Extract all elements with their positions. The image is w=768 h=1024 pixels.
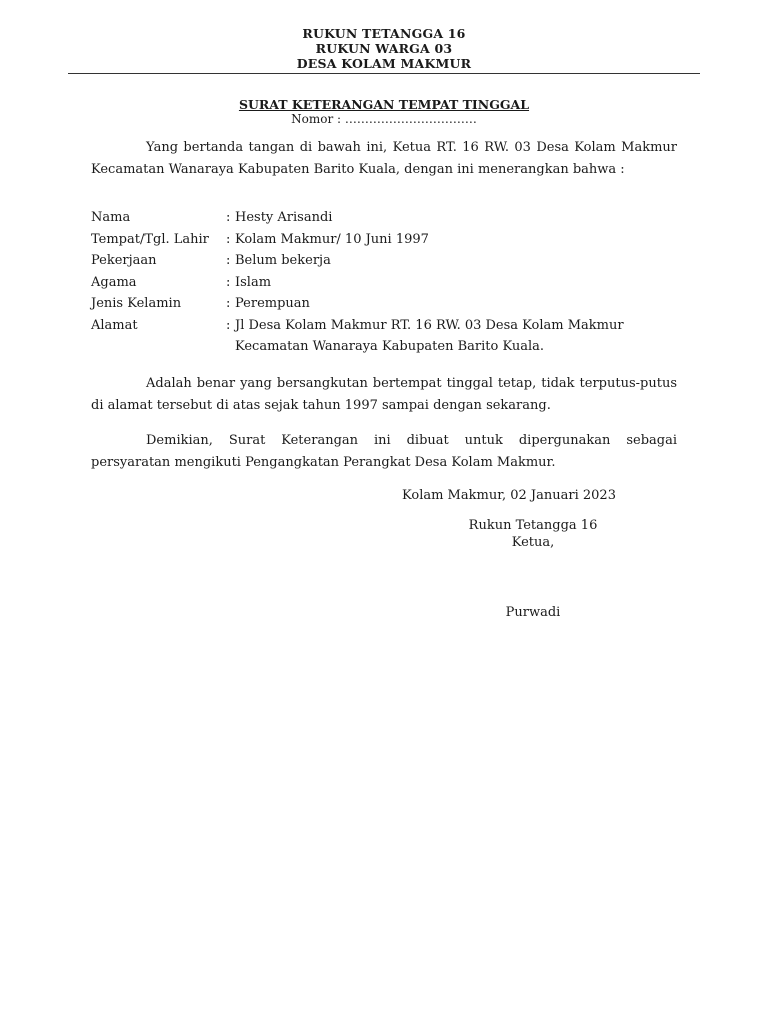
field-colon: : [226,274,231,290]
signature-block [448,517,618,551]
field-colon: : [226,231,231,247]
intro-paragraph: Yang bertanda tangan di bawah ini, Ketua RT. 16 RW. 03 Desa Kolam Makmur Kecamatan Wanaraya Kabupaten Barito Kuala, dengan ini menerangkan bahwa : [91,140,677,177]
signature-position: Ketua, [511,535,555,550]
residence-statement-paragraph: Adalah benar yang bersangkutan bertempat tinggal tetap, tidak terputus-putus di alamat tersebut di atas sejak tahun 1997 sampai dengan sekarang. [91,376,677,413]
field-value: Kolam Makmur/ 10 Juni 1997 [235,231,429,247]
field-label: Nama [91,210,131,225]
field-colon: : [226,210,231,225]
field-value: Perempuan [235,296,310,311]
field-row-agama [91,272,691,294]
letter-number: Nomor : …………………………… [291,112,477,126]
letterhead-rt: RUKUN TETANGGA 16 [302,26,466,41]
field-label: Tempat/Tgl. Lahir [91,231,209,247]
signer-name: Purwadi [505,605,561,620]
field-value: Belum bekerja [235,253,331,268]
field-row-alamat [91,315,691,358]
letterhead-rw: RUKUN WARGA 03 [315,41,453,56]
letterhead-divider [68,73,700,74]
field-value: Jl Desa Kolam Makmur RT. 16 RW. 03 Desa Kolam Makmur Kecamatan Wanaraya Kabupaten Barito Kuala. [235,317,624,354]
field-row-pekerjaan [91,250,691,272]
field-row-tempat-tgl-lahir [91,229,691,251]
signature-org: Rukun Tetangga 16 [468,518,598,533]
field-label: Alamat [91,317,138,333]
place-date: Kolam Makmur, 02 Januari 2023 [402,488,616,503]
purpose-paragraph: Demikian, Surat Keterangan ini dibuat untuk dipergunakan sebagai persyaratan mengikuti Pengangkatan Perangkat Desa Kolam Makmur. [91,433,677,470]
letter-title: SURAT KETERANGAN TEMPAT TINGGAL [238,97,530,112]
field-value: Islam [235,274,272,290]
field-label: Jenis Kelamin [91,296,182,311]
field-value: Hesty Arisandi [235,210,333,225]
field-colon: : [226,317,231,333]
field-label: Pekerjaan [91,253,157,268]
letterhead [0,26,768,71]
field-row-nama [91,207,691,229]
resident-details [91,207,691,358]
letterhead-desa: DESA KOLAM MAKMUR [296,56,472,71]
field-colon: : [226,253,231,268]
field-label: Agama [91,274,137,290]
field-colon: : [226,296,231,311]
field-row-jenis-kelamin [91,293,691,315]
